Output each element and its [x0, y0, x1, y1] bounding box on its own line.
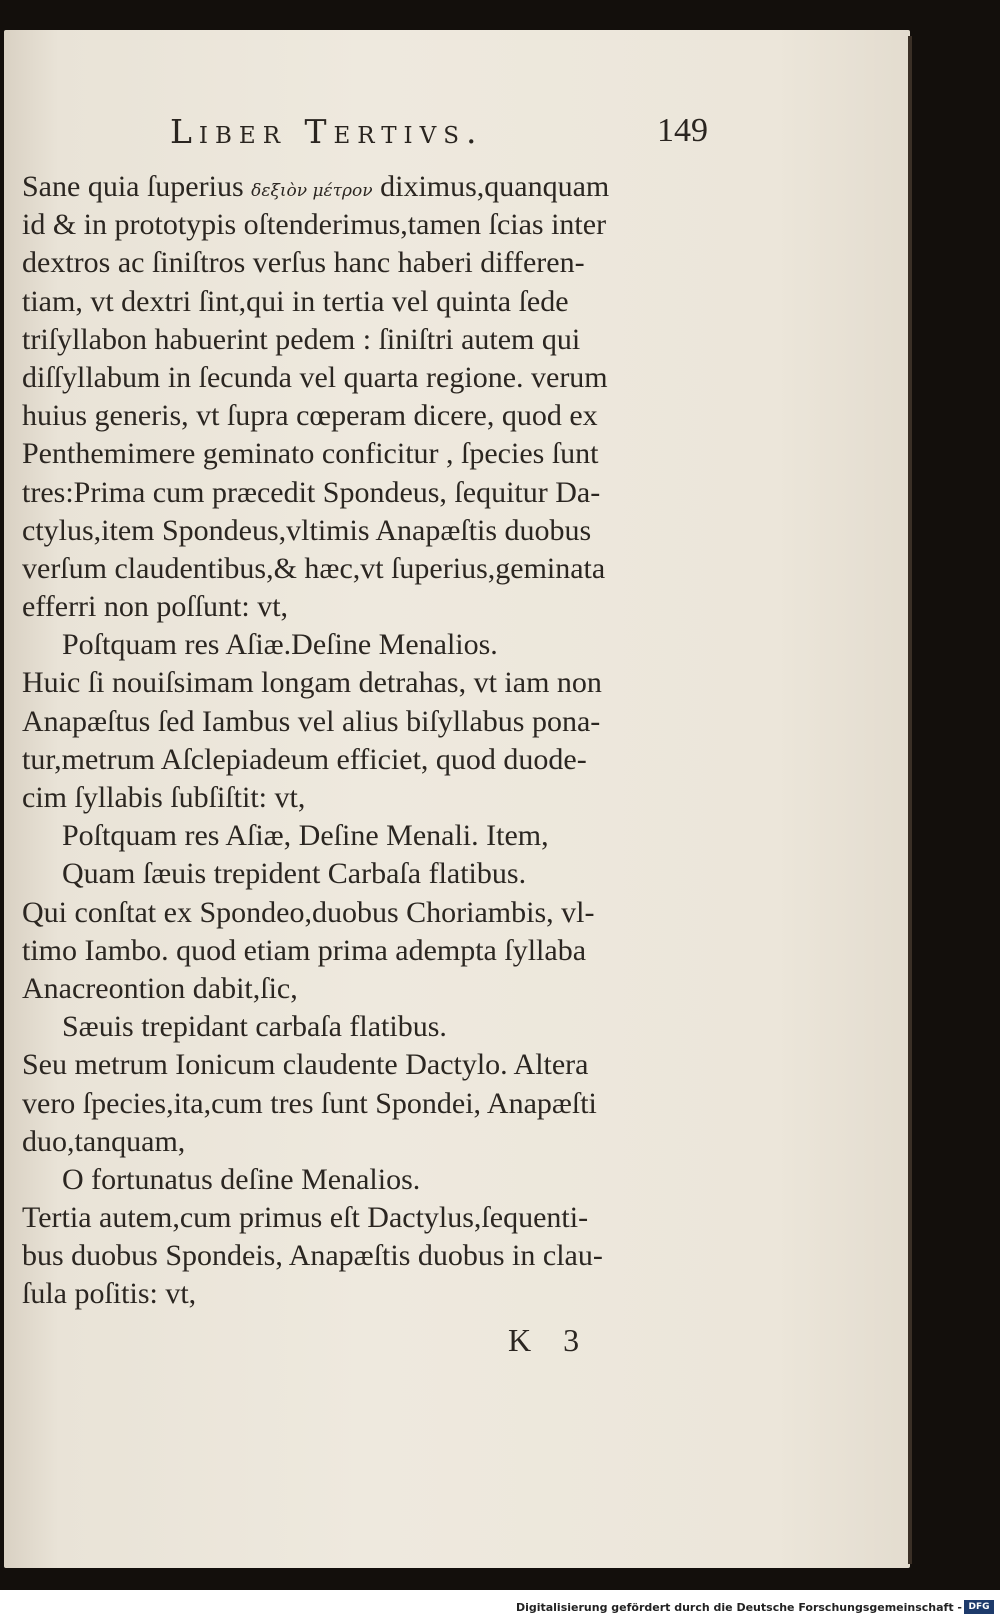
text-line: verſum claudentibus,& hæc,vt ſuperius,geminata	[22, 551, 606, 585]
verse-example: O fortunatus deſine Menalios.	[62, 1162, 421, 1196]
verse-example: Sæuis trepidant carbaſa flatibus.	[62, 1010, 447, 1044]
text-line: Sane quia ſuperius δεξιὸν μέτρον diximus,quanquam	[22, 170, 610, 203]
text-line: tiam, vt dextri ſint,qui in tertia vel quinta ſede	[22, 284, 569, 318]
text-line: ſula poſitis: vt,	[22, 1277, 197, 1311]
page-edge	[908, 36, 912, 1564]
verse-example: Quam ſæuis trepident Carbaſa flatibus.	[62, 857, 527, 891]
verse-example: Poſtquam res Aſiæ.Deſine Menalios.	[62, 628, 498, 662]
text-line: triſyllabon habuerint pedem : ſiniſtri autem qui	[22, 322, 581, 356]
text-line: vero ſpecies,ita,cum tres ſunt Spondei, Anapæſti	[22, 1086, 597, 1120]
text-line: duo,tanquam,	[22, 1124, 186, 1158]
text-line: cim ſyllabis ſubſiſtit: vt,	[22, 781, 306, 814]
running-head: Liber Tertivs.	[170, 112, 484, 151]
page-number: 149	[657, 112, 708, 149]
text-line: Seu metrum Ionicum claudente Dactylo. Altera	[22, 1048, 589, 1082]
text-line: efferri non poſſunt: vt,	[22, 590, 289, 624]
text-line: diſſyllabum in ſecunda vel quarta regione. verum	[22, 360, 608, 394]
text-line: Qui conſtat ex Spondeo,duobus Choriambis, vl-	[22, 895, 595, 929]
text-line: Penthemimere geminato conficitur , ſpecies ſunt	[22, 437, 599, 471]
text-line: Anacreontion dabit,ſic,	[22, 971, 298, 1005]
dfg-logo: DFG	[964, 1600, 994, 1614]
body-text	[22, 168, 722, 1314]
text-line: ctylus,item Spondeus,vltimis Anapæſtis duobus	[22, 513, 592, 547]
funding-credit: Digitalisierung gefördert durch die Deutsche Forschungsgemeinschaft -	[515, 1601, 962, 1614]
signature-mark: K 3	[508, 1322, 592, 1358]
verse-example: Poſtquam res Aſiæ, Deſine Menali. Item,	[62, 819, 549, 853]
text-line: Tertia autem,cum primus eſt Dactylus,ſequenti-	[22, 1201, 589, 1235]
text-line: dextros ac ſiniſtros verſus hanc haberi differen-	[22, 246, 585, 280]
text-line: tres:Prima cum præcedit Spondeus, ſequitur Da-	[22, 475, 601, 509]
text-line: timo Iambo. quod etiam prima adempta ſyllaba	[22, 933, 587, 967]
text-line: id & in prototypis oſtenderimus,tamen ſcias inter	[22, 208, 607, 242]
text-line: Huic ſi nouiſsimam longam detrahas, vt iam non	[22, 666, 602, 700]
text-line: bus duobus Spondeis, Anapæſtis duobus in clau-	[22, 1239, 603, 1273]
text-line: tur,metrum Aſclepiadeum efficiet, quod duode-	[22, 742, 587, 776]
text-line: huius generis, vt ſupra cœperam dicere, quod ex	[22, 399, 598, 433]
greek-phrase: δεξιὸν μέτρον	[251, 181, 373, 201]
text-line: Anapæſtus ſed Iambus vel alius biſyllabus pona-	[22, 704, 601, 738]
